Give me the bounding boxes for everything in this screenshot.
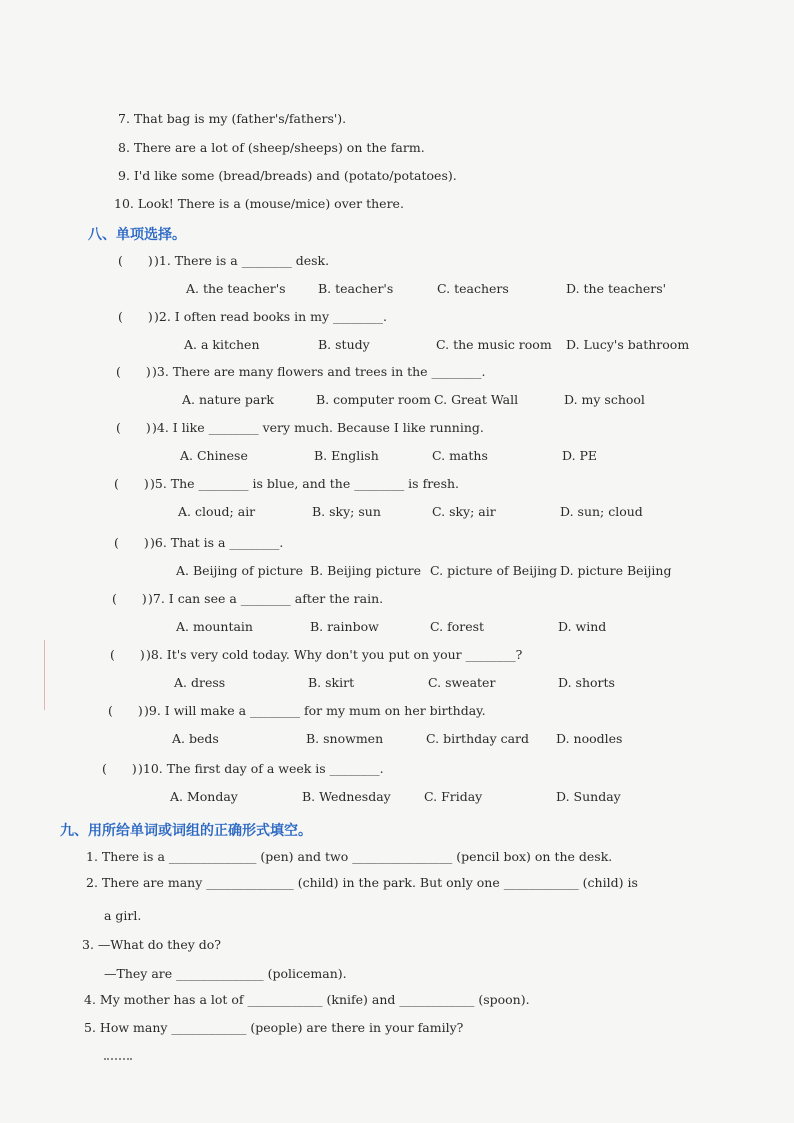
fill-item-4: 4. My mother has a lot of ____________ (knife) and ____________ (spoon). (84, 992, 530, 1007)
option-D: D. the teachers' (566, 281, 667, 296)
fill-item-1: 1. There is a ______________ (pen) and two ________________ (pencil box) on the desk. (86, 849, 613, 864)
question-stem: )6. That is a ________. (150, 535, 284, 550)
question-stem: )3. There are many flowers and trees in the ________. (152, 364, 486, 379)
option-A: A. Beijing of picture (176, 563, 304, 578)
answer-blank[interactable]: ( ) (110, 647, 145, 662)
option-A: A. nature park (182, 392, 274, 407)
option-B: B. snowmen (306, 731, 384, 746)
mc-question-10 (102, 761, 384, 777)
option-B: B. English (314, 448, 379, 463)
mc-question-2 (118, 309, 387, 325)
item-9: 9. I'd like some (bread/breads) and (potato/potatoes). (118, 168, 457, 183)
option-C: C. birthday card (426, 731, 530, 746)
section-9-heading: 九、用所给单词或词组的正确形式填空。 (60, 823, 312, 839)
item-8: 8. There are a lot of (sheep/sheeps) on the farm. (118, 140, 425, 155)
option-D: D. Sunday (556, 789, 621, 804)
answer-blank[interactable]: ( ) (112, 591, 147, 606)
page-mark (104, 1058, 132, 1064)
option-A: A. mountain (176, 619, 253, 634)
option-A: A. beds (172, 731, 219, 746)
mc-question-9 (108, 703, 486, 719)
fill-item-2-cont: a girl. (104, 908, 142, 923)
option-A: A. cloud; air (178, 504, 256, 519)
mc-question-4 (116, 420, 484, 436)
mc-question-7 (112, 591, 383, 607)
fill-item-5: 5. How many ____________ (people) are there in your family? (84, 1020, 464, 1035)
option-A: A. dress (174, 675, 226, 690)
answer-blank[interactable]: ( ) (114, 535, 149, 550)
fill-item-3: 3. —What do they do? (82, 937, 222, 952)
option-C: C. picture of Beijing (430, 563, 558, 578)
item-7: 7. That bag is my (father's/fathers'). (118, 111, 347, 126)
question-stem: )7. I can see a ________ after the rain. (148, 591, 384, 606)
mc-question-6 (114, 535, 283, 551)
mc-question-3 (116, 364, 486, 380)
option-C: C. sky; air (432, 504, 496, 519)
option-B: B. computer room (316, 392, 431, 407)
option-C: C. Friday (424, 789, 483, 804)
option-D: D. shorts (558, 675, 615, 690)
option-C: C. the music room (436, 337, 552, 352)
option-B: B. study (318, 337, 370, 352)
mc-question-1 (118, 253, 329, 269)
option-D: D. picture Beijing (560, 563, 672, 578)
answer-blank[interactable]: ( ) (114, 476, 149, 491)
question-stem: )4. I like ________ very much. Because I like running. (152, 420, 484, 435)
option-D: D. my school (564, 392, 645, 407)
question-stem: )8. It's very cold today. Why don't you put on your ________? (146, 647, 523, 662)
answer-blank[interactable]: ( ) (102, 761, 137, 776)
section-8-heading: 八、单项选择。 (88, 227, 186, 243)
answer-blank[interactable]: ( ) (108, 703, 143, 718)
answer-blank[interactable]: ( ) (118, 309, 153, 324)
option-C: C. sweater (428, 675, 496, 690)
option-A: A. Monday (170, 789, 238, 804)
question-stem: )9. I will make a ________ for my mum on her birthday. (144, 703, 486, 718)
answer-blank[interactable]: ( ) (118, 253, 153, 268)
question-stem: )2. I often read books in my ________. (154, 309, 387, 324)
fill-item-2: 2. There are many ______________ (child) in the park. But only one ____________ (child) is (86, 875, 638, 890)
question-stem: )10. The first day of a week is ________. (138, 761, 384, 776)
option-B: B. skirt (308, 675, 355, 690)
option-A: A. a kitchen (184, 337, 260, 352)
option-B: B. sky; sun (312, 504, 381, 519)
question-stem: )5. The ________ is blue, and the ________ is fresh. (150, 476, 460, 491)
option-C: C. forest (430, 619, 485, 634)
option-D: D. PE (562, 448, 598, 463)
option-B: B. teacher's (318, 281, 394, 296)
option-B: B. Wednesday (302, 789, 391, 804)
option-A: A. the teacher's (186, 281, 286, 296)
mc-question-5 (114, 476, 459, 492)
scan-artifact (44, 640, 45, 710)
item-10: 10. Look! There is a (mouse/mice) over there. (114, 196, 404, 211)
option-C: C. Great Wall (434, 392, 519, 407)
mc-question-8 (110, 647, 522, 663)
option-D: D. noodles (556, 731, 623, 746)
option-C: C. maths (432, 448, 488, 463)
option-D: D. Lucy's bathroom (566, 337, 690, 352)
fill-item-3-answer: —They are ______________ (policeman). (104, 966, 347, 981)
option-D: D. wind (558, 619, 607, 634)
answer-blank[interactable]: ( ) (116, 364, 151, 379)
option-C: C. teachers (437, 281, 509, 296)
option-D: D. sun; cloud (560, 504, 643, 519)
answer-blank[interactable]: ( ) (116, 420, 151, 435)
option-B: B. Beijing picture (310, 563, 422, 578)
option-A: A. Chinese (180, 448, 248, 463)
question-stem: )1. There is a ________ desk. (154, 253, 330, 268)
option-B: B. rainbow (310, 619, 379, 634)
